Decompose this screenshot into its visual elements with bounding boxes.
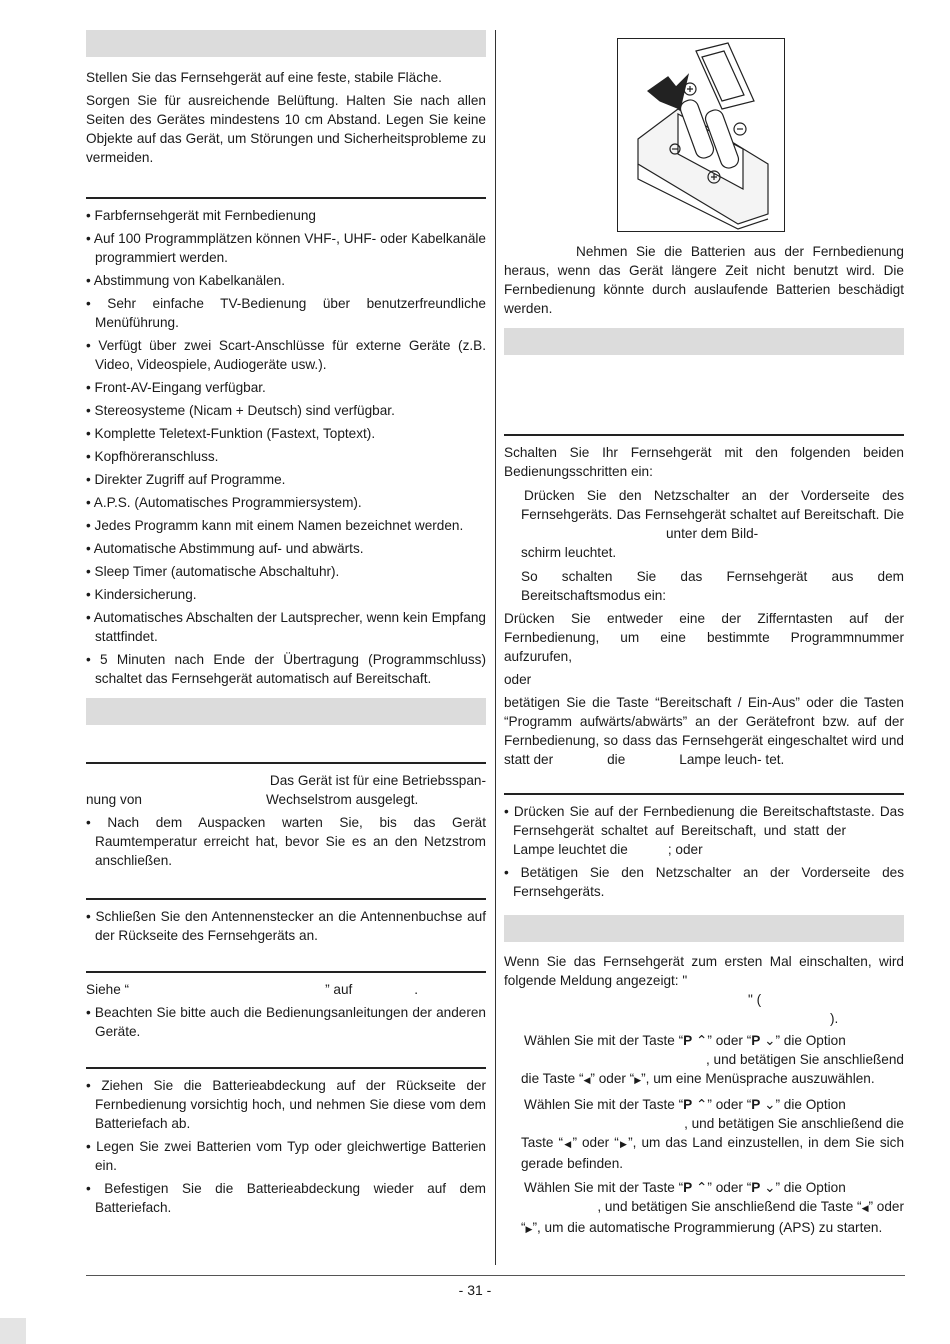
step3d: , und betätigen Sie anschließend die Taste “	[597, 1199, 862, 1214]
list-item	[504, 802, 904, 859]
switch-on-oder: oder	[504, 672, 532, 687]
list-item: • Beachten Sie bitte auch die Bedienungsanleitungen der anderen Geräte.	[86, 1005, 486, 1039]
p-key-icon: P	[751, 1180, 761, 1195]
p-key-icon: P	[683, 1180, 693, 1195]
list-item: • Nach dem Auspacken warten Sie, bis das Gerät Raumtemperatur erreicht hat, bevor Sie es an den Netzstrom anschließen.	[86, 815, 486, 868]
list-item: • Betätigen Sie den Netzschalter an der Vorderseite des Fernsehgeräts.	[504, 865, 904, 899]
step1b-text: unter dem Bild-	[666, 526, 759, 541]
close-text: ).	[830, 1011, 839, 1026]
power-line2a: nung von	[86, 792, 142, 807]
list-item: • Stereosysteme (Nicam + Deutsch) sind verfügbar.	[86, 403, 395, 418]
step1f: ” oder “	[590, 1071, 635, 1086]
switch-on-step2: So schalten Sie das Fernsehgerät aus dem Bereitschaftsmodus ein:	[521, 569, 904, 603]
placement-paragraph: Stellen Sie das Fernsehgerät auf eine feste, stabile Fläche.	[86, 70, 442, 85]
first-time-step2	[504, 1095, 904, 1173]
step1d: , und betätigen Sie anschließend	[705, 1052, 904, 1067]
list-item: • Abstimmung von Kabelkanälen.	[86, 273, 285, 288]
section-header-bar	[504, 328, 904, 355]
first-time-step3	[504, 1178, 904, 1239]
step2e: Taste “	[521, 1135, 564, 1150]
list-item: • Sehr einfache TV-Bedienung über benutzerfreundliche Menüführung.	[86, 296, 486, 330]
ventilation-paragraph: Sorgen Sie für ausreichende Belüftung. Halten Sie nach allen Seiten des Gerätes mindestens 10 cm Abstand. Legen Sie keine Objekte auf das Gerät, um Störungen und Sicherheitsprobleme zu vermeiden.	[86, 93, 486, 165]
left-arrow-icon: ◀	[563, 1139, 573, 1149]
p-key-icon: P	[683, 1033, 693, 1048]
step2d: , und betätigen Sie anschließend die	[684, 1116, 904, 1131]
p2c-text: Lampe leuch-	[679, 752, 762, 767]
list-item: • Automatisches Abschalten der Lautsprecher, wenn kein Empfang stattfindet.	[86, 610, 486, 644]
list-item: • Legen Sie zwei Batterien vom Typ oder gleichwertige Batterien ein.	[86, 1139, 486, 1173]
power-line2b: Wechselstrom ausgelegt.	[265, 792, 419, 807]
b1c-text: ; oder	[667, 842, 703, 857]
p-key-icon: P	[751, 1097, 761, 1112]
list-item: • Farbfernsehgerät mit Fernbedienung	[86, 208, 316, 223]
step3e: ” oder	[868, 1199, 904, 1214]
list-item: • Automatische Abstimmung auf- und abwärts.	[86, 541, 364, 556]
step3a: Wählen Sie mit der Taste “	[524, 1180, 684, 1195]
list-item: • Befestigen Sie die Batterieabdeckung wieder auf dem Batteriefach.	[86, 1181, 486, 1215]
list-item: • Front-AV-Eingang verfügbar.	[86, 380, 266, 395]
page-number: - 31 -	[458, 1282, 492, 1298]
b1b-text: Lampe leuchtet die	[513, 842, 628, 857]
step3c: ” die Option	[775, 1180, 846, 1195]
b1a-text: • Drücken Sie auf der Fernbedienung die Bereitschaftstaste. Das Fernsehgerät schaltet auf Bereitschaft, und statt der	[504, 804, 904, 838]
dot-text: .	[414, 982, 419, 997]
step1a: Wählen Sie mit der Taste “	[524, 1033, 684, 1048]
section-header-bar	[504, 915, 904, 942]
p-key-icon: P	[683, 1097, 693, 1112]
step3g: ”, um die automatische Programmierung (APS) zu starten.	[532, 1220, 883, 1235]
step1c: ” die Option	[775, 1033, 846, 1048]
switch-off-list	[504, 802, 904, 901]
intro-text: Wenn Sie das Fernsehgerät zum ersten Mal einschalten, wird folgende Meldung angezeigt: "	[504, 954, 904, 988]
footer-rule	[86, 1275, 905, 1276]
step2c: ” die Option	[775, 1097, 846, 1112]
list-item: • Auf 100 Programmplätzen können VHF-, UHF- oder Kabelkanäle programmiert werden.	[86, 231, 486, 265]
corner-mark	[0, 1318, 26, 1344]
list-item: • A.P.S. (Automatisches Programmiersystem).	[86, 495, 362, 510]
right-arrow-icon: ▶	[525, 1224, 533, 1234]
down-arrow-icon: ⌄	[764, 1033, 776, 1048]
down-arrow-icon: ⌄	[764, 1097, 776, 1112]
list-item: • Schließen Sie den Antennenstecker an die Antennenbuchse auf der Rückseite des Fernsehgeräts an.	[86, 909, 486, 943]
left-column	[86, 30, 486, 1221]
step3f: “	[521, 1220, 526, 1235]
step1e: die Taste “	[521, 1071, 584, 1086]
list-item: • Kopfhöreranschluss.	[86, 449, 219, 464]
peripheral-paragraph	[86, 980, 486, 999]
step1c-text: schirm leuchtet.	[521, 545, 617, 560]
section-header-bar	[86, 30, 486, 57]
quote2-text: " (	[748, 992, 762, 1007]
up-arrow-icon: ⌃	[696, 1180, 708, 1195]
switch-on-intro: Schalten Sie Ihr Fernsehgerät mit den folgenden beiden Bedienungsschritten ein:	[504, 445, 904, 479]
p2b-text: die	[607, 752, 626, 767]
right-column	[504, 30, 904, 1239]
list-item: • Sleep Timer (automatische Abschaltuhr).	[86, 564, 340, 579]
switch-on-p2	[504, 693, 904, 769]
quote-end-text: ” auf	[325, 982, 353, 997]
list-item: • Jedes Programm kann mit einem Namen bezeichnet werden.	[86, 518, 464, 533]
left-arrow-icon: ◀	[583, 1075, 591, 1085]
first-time-intro	[504, 952, 904, 1028]
step2b: ” oder “	[707, 1097, 752, 1112]
step2g: ”, um das Land einzustellen, in dem Sie sich gerade befinden.	[521, 1135, 905, 1171]
list-item: • Direkter Zugriff auf Programme.	[86, 472, 286, 487]
step3b: ” oder “	[707, 1180, 752, 1195]
siehe-text: Siehe “	[86, 982, 130, 997]
up-arrow-icon: ⌃	[696, 1097, 708, 1112]
section-header-bar	[86, 698, 486, 725]
list-item: • Kindersicherung.	[86, 587, 197, 602]
down-arrow-icon: ⌄	[764, 1180, 776, 1195]
p-key-icon: P	[751, 1033, 761, 1048]
step2a: Wählen Sie mit der Taste “	[524, 1097, 684, 1112]
step1g: ”, um eine Menüsprache auszuwählen.	[641, 1071, 875, 1086]
switch-on-step1	[504, 486, 904, 562]
power-paragraph	[86, 771, 486, 809]
switch-on-p1: Drücken Sie entweder eine der Zifferntasten auf der Fernbedienung, um eine bestimmte Programmnummer aufzurufen,	[504, 611, 904, 664]
list-item: • Komplette Teletext-Funktion (Fastext, Toptext).	[86, 426, 376, 441]
step1b: ” oder “	[707, 1033, 752, 1048]
power-line1: Das Gerät ist für eine Betriebsspan-	[269, 773, 486, 788]
list-item: • 5 Minuten nach Ende der Übertragung (Programmschluss) schaltet das Fernsehgerät automatisch auf Bereitschaft.	[86, 652, 486, 686]
right-arrow-icon: ▶	[618, 1139, 629, 1149]
up-arrow-icon: ⌃	[696, 1033, 708, 1048]
p2a-text: betätigen Sie die Taste “Bereitschaft / Ein-Aus” oder die Tasten “Programm aufwärts/abwärts” an der Gerätefront bzw. auf der Fernbedienung, so dass das Fernsehgerät eingeschaltet wird und statt der	[504, 695, 904, 767]
first-time-step1	[504, 1031, 904, 1090]
step2f: ” oder “	[572, 1135, 619, 1150]
features-list	[86, 206, 486, 688]
p2d-text: tet.	[765, 752, 785, 767]
list-item: • Verfügt über zwei Scart-Anschlüsse für externe Geräte (z.B. Video, Videospiele, Audiogeräte usw.).	[86, 338, 486, 372]
step1a-text: Drücken Sie den Netzschalter an der Vorderseite des Fernsehgeräts. Das Fernsehgerät schaltet auf Bereitschaft. Die	[521, 488, 904, 522]
list-item: • Ziehen Sie die Batterieabdeckung auf der Rückseite der Fernbedienung vorsichtig hoch, und nehmen Sie diese vom dem Batteriefach ab.	[86, 1078, 486, 1131]
column-separator	[495, 30, 496, 1265]
battery-note: Nehmen Sie die Batterien aus der Fernbedienung heraus, wenn das Gerät längere Zeit nicht benutzt wird. Die Fernbedienung könnte durch auslaufende Batterien beschädigt werden.	[504, 244, 904, 316]
battery-list	[86, 1076, 486, 1217]
right-arrow-icon: ▶	[634, 1075, 642, 1085]
left-arrow-icon: ◀	[861, 1203, 869, 1213]
